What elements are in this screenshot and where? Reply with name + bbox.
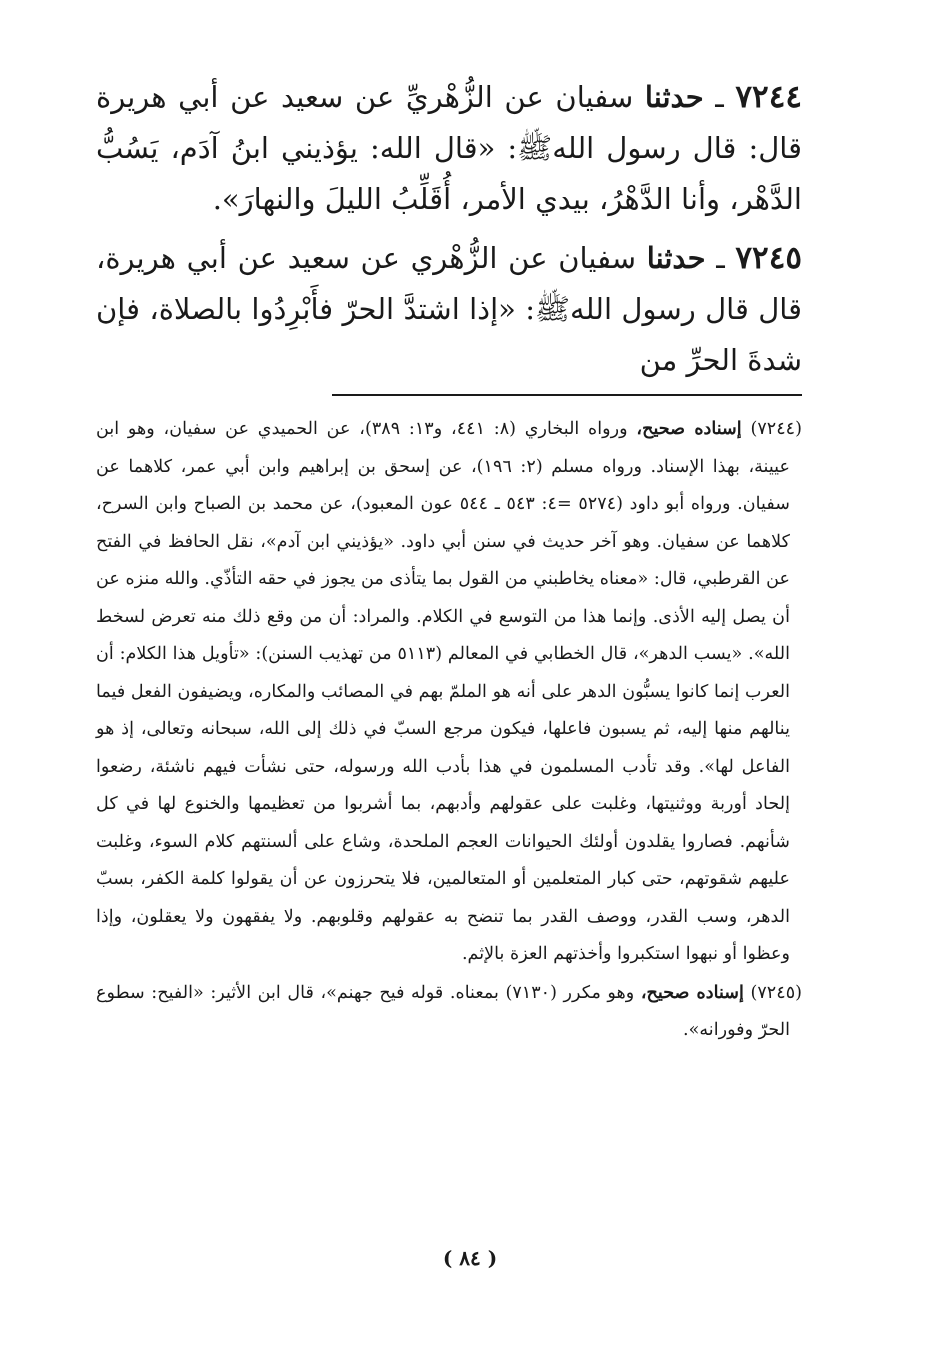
footnote-ref: (٧٢٤٥) [750,982,803,1003]
footnote-divider [332,394,802,396]
footnote-text: وهو مكرر (٧١٣٠) بمعناه. قوله فيح جهنم»، قال ابن الأثير: «الفيح: سطوع الحرّ وفورانه». [96,982,790,1040]
hadith-lead: حدثنا [646,241,706,275]
page-number: ( ٨٤ ) [442,1246,498,1270]
footnote-lead: إسناده صحيح، [640,981,744,1003]
footnote-7244 [96,410,802,974]
footnote-text: ورواه البخاري (٨: ٤٤١، و١٣: ٣٨٩)، عن الحميدي عن سفيان، وهو ابن عيينة، بهذا الإسناد. ورواه مسلم (٢: ١٩٦)، عن إسحق بن إبراهيم وابن أبي عمر، كلاهما عن سفيان. ورواه أبو داود (٥٢٧٤ =٤: ٥٤٣ ـ ٥٤٤ عون المعبود)، عن محمد بن الصباح وابن السرح، كلاهما عن سفيان. وهو آخر حديث في سنن أبي داود. «يؤذيني ابن آدم»، نقل الحافظ في الفتح عن القرطبي، قال: «معناه يخاطبني من القول بما يتأذى من يجوز في حقه التأذّي. والله منزه عن أن يصل إليه الأذى. وإنما هذا من التوسع في الكلام. والمراد: أن من وقع ذلك منه تعرض لسخط الله». «يسب الدهر»، قال الخطابي في المعالم (٥١١٣ من تهذيب السنن): «تأويل هذا الكلام: أن العرب إنما كانوا يسبُّون الدهر على أنه هو الملمّ بهم في المصائب والمكاره، ويضيفون الفعل فيما ينالهم منها إليه، ثم يسبون فاعلها، فيكون مرجع السبّ في ذلك إلى الله، سبحانه وتعالى، إذ هو الفاعل لها». وقد تأدب المسلمون في هذا بأدب الله ورسوله، حتى نشأت فيهم ناشئة، رضعوا إلحاد أوربة ووثنيتها، وغلبت على عقولهم وأدبهم، بما أشربوا من تعظيمها والخنوع لها في كل شأنهم. فصاروا يقلدون أولئك الحيوانات العجم الملحدة، وشاع على ألسنتهم كلام السوء، وغلبت عليهم شقوتهم، حتى كبار المتعلمين أو المتعالمين، فلا يتحرزون عن أن يقولوا كلمة الكفر، بسبّ الدهر، وسب القدر، ووصف القدر بما تنضح به عقولهم وقلوبهم. ولا يفقهون ولا يعقلون، وإذا وعظوا أو نبهوا استكبروا وأخذتهم العزة بالإثم. [96,419,790,964]
footnote-lead: إسناده صحيح، [636,418,742,439]
hadith-text: سفيان عن الزُّهْريِّ عن سعيد عن أبي هريرة قال: قال رسول اللهﷺ: «قال الله: يؤذيني ابنُ آدَم، يَسُبُّ الدَّهْر، وأنا الدَّهْرُ، بيدي الأمر، أُقَلِّبُ الليلَ والنهارَ». [96,80,802,216]
hadith-number: ٧٢٤٥ [735,240,802,276]
hadith-7244 [96,72,802,225]
hadith-number: ٧٢٤٤ [735,79,803,115]
hadith-7245 [96,233,802,386]
footnotes [96,410,802,1050]
hadith-text: سفيان عن الزُّهْري عن سعيد عن أبي هريرة، قال قال رسول اللهﷺ: «إذا اشتدَّ الحرّ فأَبْرِدُوا بالصلاة، فإن شدةَ الحرِّ من [96,241,802,377]
footnote-7245 [96,974,802,1050]
hadith-dash: ـ [715,80,724,114]
footnote-ref: (٧٢٤٤) [750,419,802,439]
hadith-dash: ـ [716,241,725,275]
hadith-lead: حدثنا [644,80,704,114]
